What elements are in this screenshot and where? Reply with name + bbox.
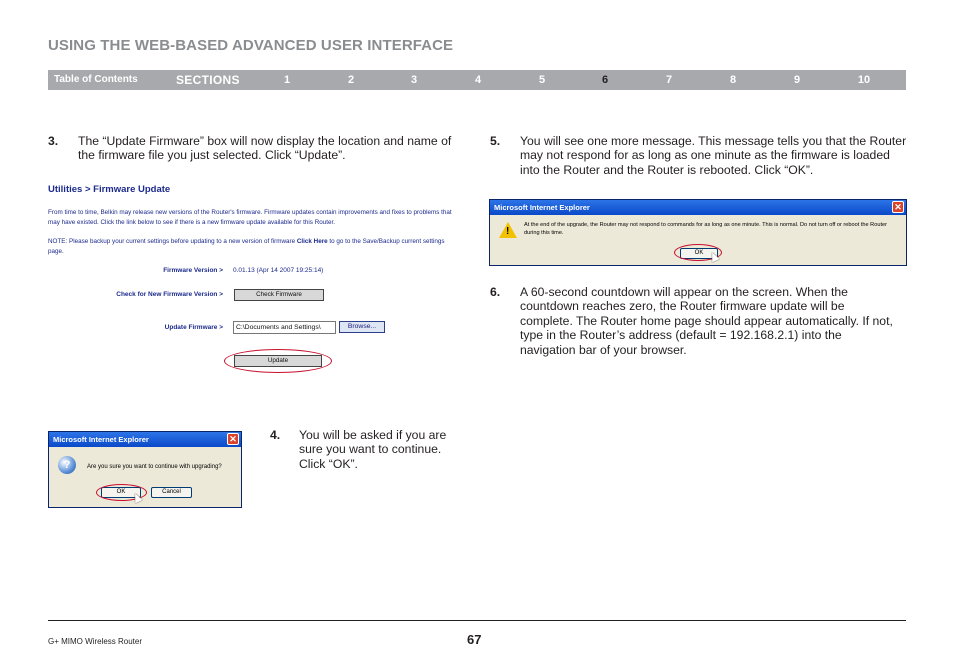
step-number: 3. bbox=[48, 134, 59, 148]
firmware-page-title: Utilities > Firmware Update bbox=[48, 184, 171, 195]
firmware-backup-note bbox=[48, 237, 458, 257]
update-button[interactable]: Update bbox=[234, 355, 322, 367]
update-highlight-ring bbox=[224, 349, 332, 373]
step-text: You will see one more message. This message tells you that the Router may not respond for as long as one minute as the firmware is loaded into the Router and the Router is rebooted. Click “OK”. bbox=[520, 134, 907, 177]
footer-product-name: G+ MIMO Wireless Router bbox=[48, 637, 143, 646]
dialog-titlebar: Microsoft Internet Explorer bbox=[490, 200, 906, 215]
step-3 bbox=[48, 134, 468, 166]
step-number: 6. bbox=[490, 285, 501, 299]
step-6 bbox=[490, 285, 906, 361]
nav-section-3[interactable]: 3 bbox=[410, 74, 418, 86]
confirm-upgrade-dialog bbox=[48, 431, 242, 508]
dialog-close-button[interactable]: ✕ bbox=[227, 433, 239, 445]
firmware-description: From time to time, Belkin may release new versions of the Router's firmware. Firmware updates contain improvements and fixes to problems that may have existed. Click the link below to see if there is a new firmware update available for this Router. bbox=[48, 209, 452, 226]
section-nav-bar bbox=[48, 70, 906, 90]
nav-section-7[interactable]: 7 bbox=[665, 74, 673, 86]
dialog-message: Are you sure you want to continue with upgrading? bbox=[87, 464, 222, 470]
note-suffix: to go to the Save/Backup current settings page. bbox=[48, 238, 445, 255]
step-4 bbox=[270, 428, 460, 476]
nav-section-8[interactable]: 8 bbox=[729, 74, 737, 86]
nav-section-2[interactable]: 2 bbox=[347, 74, 355, 86]
step-5 bbox=[490, 134, 906, 180]
warning-icon: ! bbox=[499, 222, 517, 238]
browse-button[interactable]: Browse... bbox=[339, 321, 385, 333]
dialog-ok-button[interactable]: OK bbox=[101, 487, 141, 498]
nav-section-9[interactable]: 9 bbox=[793, 74, 801, 86]
step-number: 4. bbox=[270, 428, 281, 442]
nav-sections-label: SECTIONS bbox=[176, 73, 240, 87]
dialog-cancel-button[interactable]: Cancel bbox=[151, 487, 192, 498]
step-text: A 60-second countdown will appear on the screen. When the countdown reaches zero, the Router firmware update will be complete. The Router home page should appear automatically. If not, type in the Router’s address (default = 192.168.2.1) into the navigation bar of your browser. bbox=[520, 285, 893, 357]
firmware-update-screenshot bbox=[48, 180, 468, 380]
nav-section-4[interactable]: 4 bbox=[474, 74, 482, 86]
nav-section-1[interactable]: 1 bbox=[283, 74, 291, 86]
nav-table-of-contents[interactable]: Table of Contents bbox=[54, 74, 138, 85]
footer-divider bbox=[48, 620, 906, 621]
nav-section-6[interactable]: 6 bbox=[601, 74, 609, 86]
firmware-version-value: 0.01.13 (Apr 14 2007 19:25:14) bbox=[233, 267, 324, 274]
check-firmware-label: Check for New Firmware Version > bbox=[116, 291, 223, 298]
step-number: 5. bbox=[490, 134, 501, 148]
step-text: You will be asked if you are sure you want to continue. Click “OK”. bbox=[299, 428, 447, 471]
update-firmware-label: Update Firmware > bbox=[164, 324, 223, 331]
backup-link[interactable]: Click Here bbox=[296, 238, 328, 245]
nav-section-5[interactable]: 5 bbox=[538, 74, 546, 86]
note-prefix: NOTE: Please backup your current settings before updating to a new version of firmware bbox=[48, 238, 297, 245]
question-icon: ? bbox=[58, 456, 76, 474]
step-text: The “Update Firmware” box will now display the location and name of the firmware file you just selected. Click “Update”. bbox=[78, 134, 452, 163]
page-number: 67 bbox=[467, 632, 482, 647]
dialog-close-button[interactable]: ✕ bbox=[892, 201, 904, 213]
dialog-ok-button[interactable]: OK bbox=[680, 248, 718, 259]
nav-section-10[interactable]: 10 bbox=[857, 74, 871, 86]
dialog-message: At the end of the upgrade, the Router may not respond to commands for as long as one minute. This is normal. Do not turn off or reboot the Router during this time. bbox=[524, 222, 887, 236]
firmware-file-path-input[interactable]: C:\Documents and Settings\ bbox=[233, 321, 336, 334]
dialog-titlebar: Microsoft Internet Explorer bbox=[49, 432, 241, 447]
firmware-version-label: Firmware Version > bbox=[163, 267, 223, 274]
check-firmware-button[interactable]: Check Firmware bbox=[234, 289, 324, 301]
upgrade-notice-dialog bbox=[489, 199, 907, 266]
page-header-title: USING THE WEB-BASED ADVANCED USER INTERFACE bbox=[48, 37, 454, 54]
